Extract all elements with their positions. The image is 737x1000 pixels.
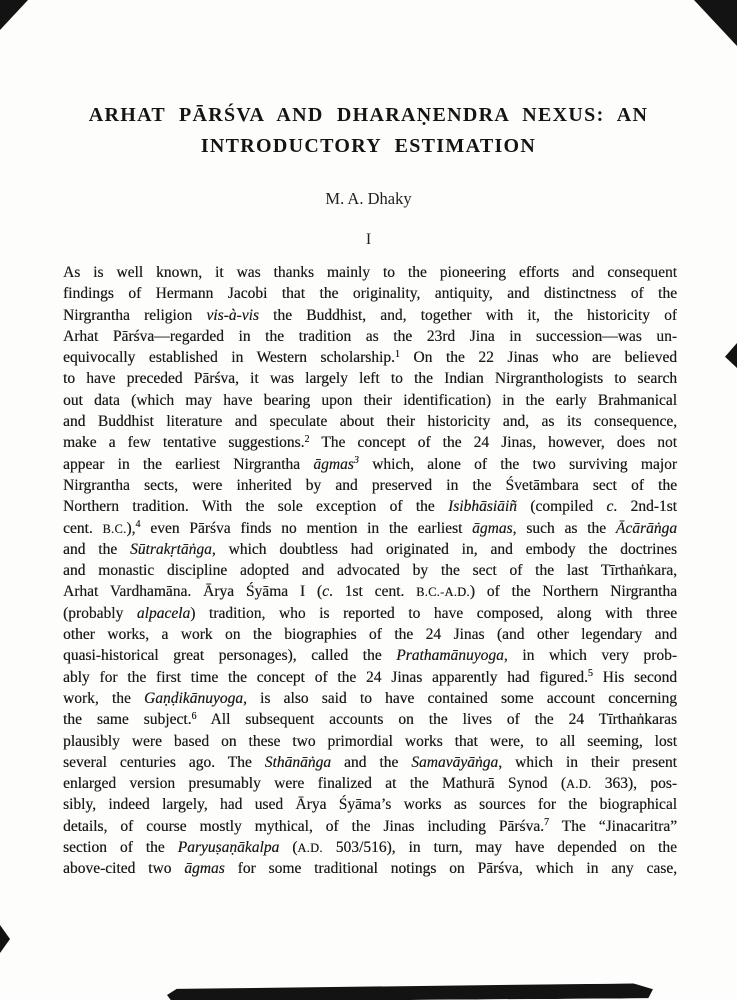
text-run: and monastic discipline adopted and advocated by the sect of the last Tīrthaṅkara,: [63, 562, 677, 580]
text-line: [63, 752, 677, 773]
text-line: [63, 709, 677, 730]
text-run: enlarged version presumably were finalized at the Mathurā Synod (: [63, 775, 566, 793]
text-line: [63, 688, 677, 709]
text-run: Nirgrantha religion: [63, 306, 207, 324]
body-text: [63, 262, 677, 880]
text-line: [63, 667, 677, 688]
text-run: make a few tentative suggestions.: [63, 434, 305, 452]
footnote-marker: 3: [353, 455, 359, 467]
text-run: āgmas: [184, 860, 225, 878]
text-line: [63, 432, 677, 453]
text-run: ) tradition, who is reported to have composed, along with three: [190, 604, 677, 622]
text-run: Ācārāṅga: [615, 519, 677, 537]
text-run: the same subject.: [63, 711, 192, 729]
text-line: [63, 837, 677, 858]
text-line: [63, 347, 677, 368]
text-line: [63, 496, 677, 517]
text-line: [63, 368, 677, 389]
text-run: (probably: [63, 604, 137, 622]
text-line: [63, 539, 677, 560]
text-run: findings of Hermann Jacobi that the originality, antiquity, and distinctness of the: [63, 285, 677, 303]
page-title: [0, 100, 737, 162]
text-run: appear in the earliest Nirgrantha: [63, 455, 314, 473]
text-run: alpacela: [136, 604, 191, 622]
text-run: and the: [63, 540, 131, 558]
text-run: ) of the Northern Nirgrantha: [469, 583, 677, 601]
text-run: The concept of the 24 Jinas, however, does not: [309, 434, 677, 452]
text-run: . 2nd-1st: [613, 498, 677, 516]
text-run: for some traditional notings on Pārśva, which in any case,: [224, 860, 677, 878]
text-run: , such as the: [512, 519, 616, 537]
text-run: , is also said to have contained some account concerning: [243, 689, 677, 707]
text-run: Sūtrakṛtāṅga: [130, 540, 212, 558]
text-run: āgmas: [313, 455, 354, 473]
text-line: [63, 326, 677, 347]
text-line: [63, 390, 677, 411]
text-run: . 1st cent.: [328, 583, 417, 601]
section-numeral: I: [365, 231, 372, 248]
text-run: ably for the first time the concept of the 24 Jinas apparently had figured.: [63, 668, 588, 686]
scan-artifact-left-bottom: [0, 925, 10, 953]
text-run: cent.: [63, 519, 103, 537]
footnote-marker: 7: [544, 817, 550, 829]
text-run: Northern tradition. With the sole exception of the: [63, 498, 449, 516]
text-run: c: [322, 583, 329, 601]
text-run: other works, a work on the biographies of the 24 Jinas (and other legendary and: [63, 626, 677, 644]
text-run: A.D.: [297, 841, 323, 856]
text-run: which, alone of the two surviving major: [358, 455, 677, 473]
text-line: [63, 581, 677, 602]
text-run: quasi-historical great personages), called the: [63, 647, 397, 665]
author-name: M. A. Dhaky: [325, 189, 412, 208]
text-run: On the 22 Jinas who are believed: [399, 349, 677, 367]
footnote-marker: 1: [394, 348, 400, 360]
text-line: [63, 603, 677, 624]
text-run: Sthānāṅga: [264, 753, 332, 771]
text-line: [63, 773, 677, 794]
text-run: As is well known, it was thanks mainly to the pioneering efforts and consequent: [63, 264, 677, 281]
text-run: and Buddhist literature and speculate about their historicity and, as its consequence,: [63, 413, 677, 431]
text-run: ),: [126, 519, 136, 537]
text-run: Arhat Pārśva—regarded in the tradition as the 23rd Jina in succession—was un-: [63, 327, 677, 345]
text-run: Nirgrantha sects, were inherited by and preserved in the Śvetāmbara sect of the: [63, 476, 677, 494]
text-line: [63, 858, 677, 879]
text-run: 503/516), in turn, may have depended on the: [322, 839, 677, 857]
text-run: equivocally established in Western scholarship.: [63, 349, 395, 367]
text-run: (compiled: [516, 498, 607, 516]
text-run: and the: [331, 753, 412, 771]
text-line: [63, 560, 677, 581]
text-run: All subsequent accounts on the lives of the 24 Tīrthaṅkaras: [196, 711, 677, 729]
text-run: plausibly were based on these two primordial works that were, to all seeming, lost: [63, 732, 677, 750]
text-run: , which in their present: [498, 753, 677, 771]
text-run: to have preceded Pārśva, it was largely left to the Indian Nirgranthologists to search: [63, 370, 677, 388]
text-run: B.C.: [102, 521, 127, 536]
text-run: His second: [592, 668, 677, 686]
page-title-line2: INTRODUCTORY ESTIMATION: [200, 135, 537, 157]
text-line: [63, 518, 677, 539]
text-run: vis-à-vis: [206, 306, 259, 324]
text-line: [63, 816, 677, 837]
scan-artifact-top-left: [0, 0, 28, 30]
text-run: Prathamānuyoga: [396, 647, 504, 665]
text-line: [63, 794, 677, 815]
text-run: c: [606, 498, 614, 516]
text-line: [63, 305, 677, 326]
text-run: section of the: [63, 839, 178, 857]
text-run: B.C.-A.D.: [416, 585, 470, 600]
text-run: , which doubtless had originated in, and embody the doctrines: [211, 540, 677, 558]
text-run: Samavāyāṅga: [411, 753, 499, 771]
text-run: Isibhāsiāiñ: [448, 498, 517, 516]
text-run: work, the: [63, 689, 144, 707]
text-line: [63, 475, 677, 496]
text-line: [63, 731, 677, 752]
footnote-marker: 4: [135, 519, 141, 531]
text-run: the Buddhist, and, together with it, the historicity of: [258, 306, 677, 324]
text-run: Gaṇḍikānuyoga: [144, 689, 244, 707]
footnote-marker: 6: [191, 710, 197, 722]
text-run: out data (which may have bearing upon their identification) in the early Brahmanical: [63, 391, 677, 409]
text-run: 363), pos-: [591, 775, 677, 793]
text-line: [63, 624, 677, 645]
text-run: āgmas: [472, 519, 513, 537]
text-run: Paryuṣaṇākalpa: [177, 839, 280, 857]
scan-artifact-right-edge: [725, 343, 737, 368]
footnote-marker: 5: [587, 668, 593, 680]
page-title-line1: ARHAT PĀRŚVA AND DHARAṆENDRA NEXUS: AN: [88, 104, 649, 126]
text-line: [63, 411, 677, 432]
text-run: Arhat Vardhamāna. Ārya Śyāma I (: [63, 583, 323, 601]
text-run: several centuries ago. The: [63, 753, 265, 771]
text-run: even Pārśva finds no mention in the earliest: [140, 519, 473, 537]
text-line: [63, 283, 677, 304]
text-run: sibly, indeed largely, had used Ārya Śyāma’s works as sources for the biographical: [63, 796, 677, 814]
text-run: above-cited two: [63, 860, 185, 878]
text-run: The “Jinacaritra”: [549, 817, 677, 835]
text-line: [63, 454, 677, 475]
text-run: A.D.: [566, 777, 592, 792]
text-line: [63, 262, 677, 283]
text-line: [63, 645, 677, 666]
text-run: (: [279, 839, 298, 857]
footnote-marker: 2: [304, 433, 310, 445]
text-run: , in which very prob-: [503, 647, 677, 665]
scan-artifact-top-right: [694, 0, 737, 46]
text-run: details, of course mostly mythical, of the Jinas including Pārśva.: [63, 817, 545, 835]
scan-artifact-bottom-bar: [167, 983, 653, 1000]
